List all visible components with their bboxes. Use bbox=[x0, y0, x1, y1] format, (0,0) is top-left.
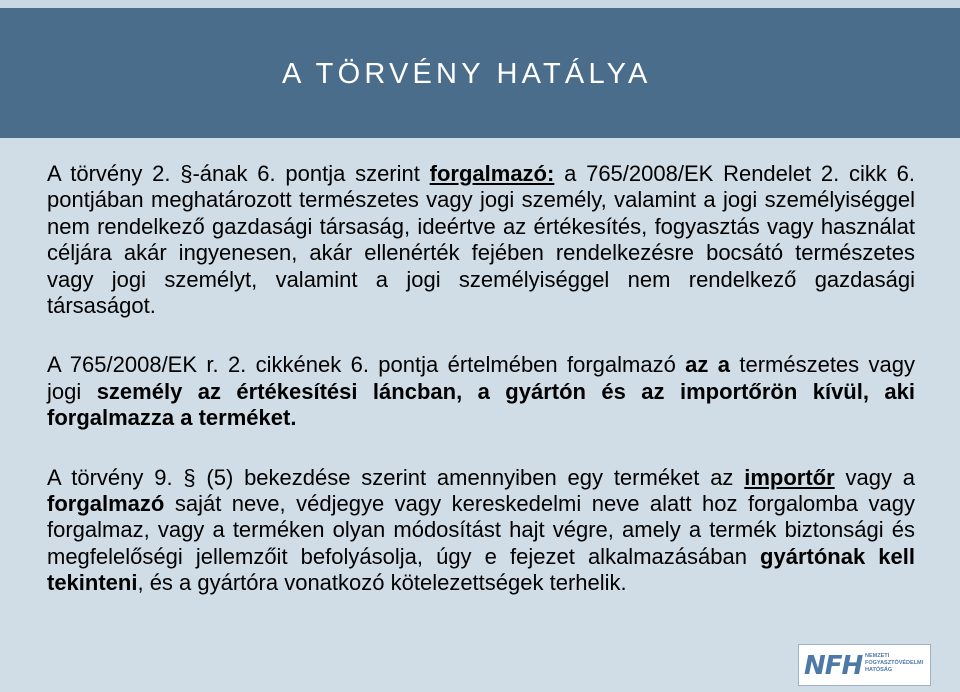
p1-term-forgalmazo: forgalmazó: bbox=[429, 161, 555, 186]
p3-text-g: , és a gyártóra vonatkozó kötelezettségek terhelik. bbox=[137, 570, 627, 596]
paragraph-regulation-definition bbox=[47, 352, 915, 431]
p2-bold-b: az a bbox=[685, 352, 730, 378]
p1-text-a: A törvény 2. §-ának 6. pontja szerint bbox=[47, 161, 430, 186]
nfh-logo-mark: NFH bbox=[804, 651, 863, 681]
nfh-logo-text: NEMZETI FOGYASZTÓVÉDELMI HATÓSÁG bbox=[865, 653, 924, 673]
nfh-logo bbox=[798, 644, 931, 686]
p3-term-manufacturer: gyártónak kell tekinteni bbox=[47, 543, 915, 596]
paragraph-forgalmazo-definition bbox=[47, 161, 915, 319]
p3-text-a: A törvény 9. § (5) bekezdése szerint amennyiben egy terméket az bbox=[47, 464, 745, 490]
paragraph-manufacturer-rule bbox=[47, 465, 915, 597]
p3-term-importer: importőr bbox=[744, 464, 835, 490]
slide-title: A TÖRVÉNY HATÁLYA bbox=[282, 58, 652, 90]
top-band bbox=[0, 0, 960, 8]
p1-text-c: a 765/2008/EK Rendelet 2. cikk 6. pontjában meghatározott természetes vagy jogi személy, valamint a jogi személyiséggel nem rendelkező gazdasági társaság, ideértve az értékesítés, fogyasztás vagy használat céljára akár ingyenesen, akár ellenérték fejében rendelkezésre bocsátó természetes vagy jogi személyt, valamint a jogi személyiséggel nem rendelkező gazdasági társaságot. bbox=[47, 161, 915, 319]
p3-term-distributor: forgalmazó bbox=[47, 491, 165, 517]
title-bar bbox=[0, 8, 960, 138]
p2-text-a: A 765/2008/EK r. 2. cikkének 6. pontja értelmében forgalmazó bbox=[47, 352, 686, 378]
p3-text-c: vagy a bbox=[834, 464, 915, 490]
p2-text-c: természetes vagy jogi bbox=[47, 352, 915, 404]
slide-content bbox=[47, 161, 915, 597]
p2-bold-d: személy az értékesítési láncban, a gyártón és az importőrön kívül, aki forgalmazza a terméket. bbox=[47, 378, 915, 431]
p3-text-e: saját neve, védjegye vagy kereskedelmi neve alatt hoz forgalomba vagy forgalmaz, vagy a terméken olyan módosítást hajt végre, amely a termék biztonsági és megfelelőségi jellemzőit befolyásolja, úgy e fejezet alkalmazásában bbox=[47, 491, 915, 569]
